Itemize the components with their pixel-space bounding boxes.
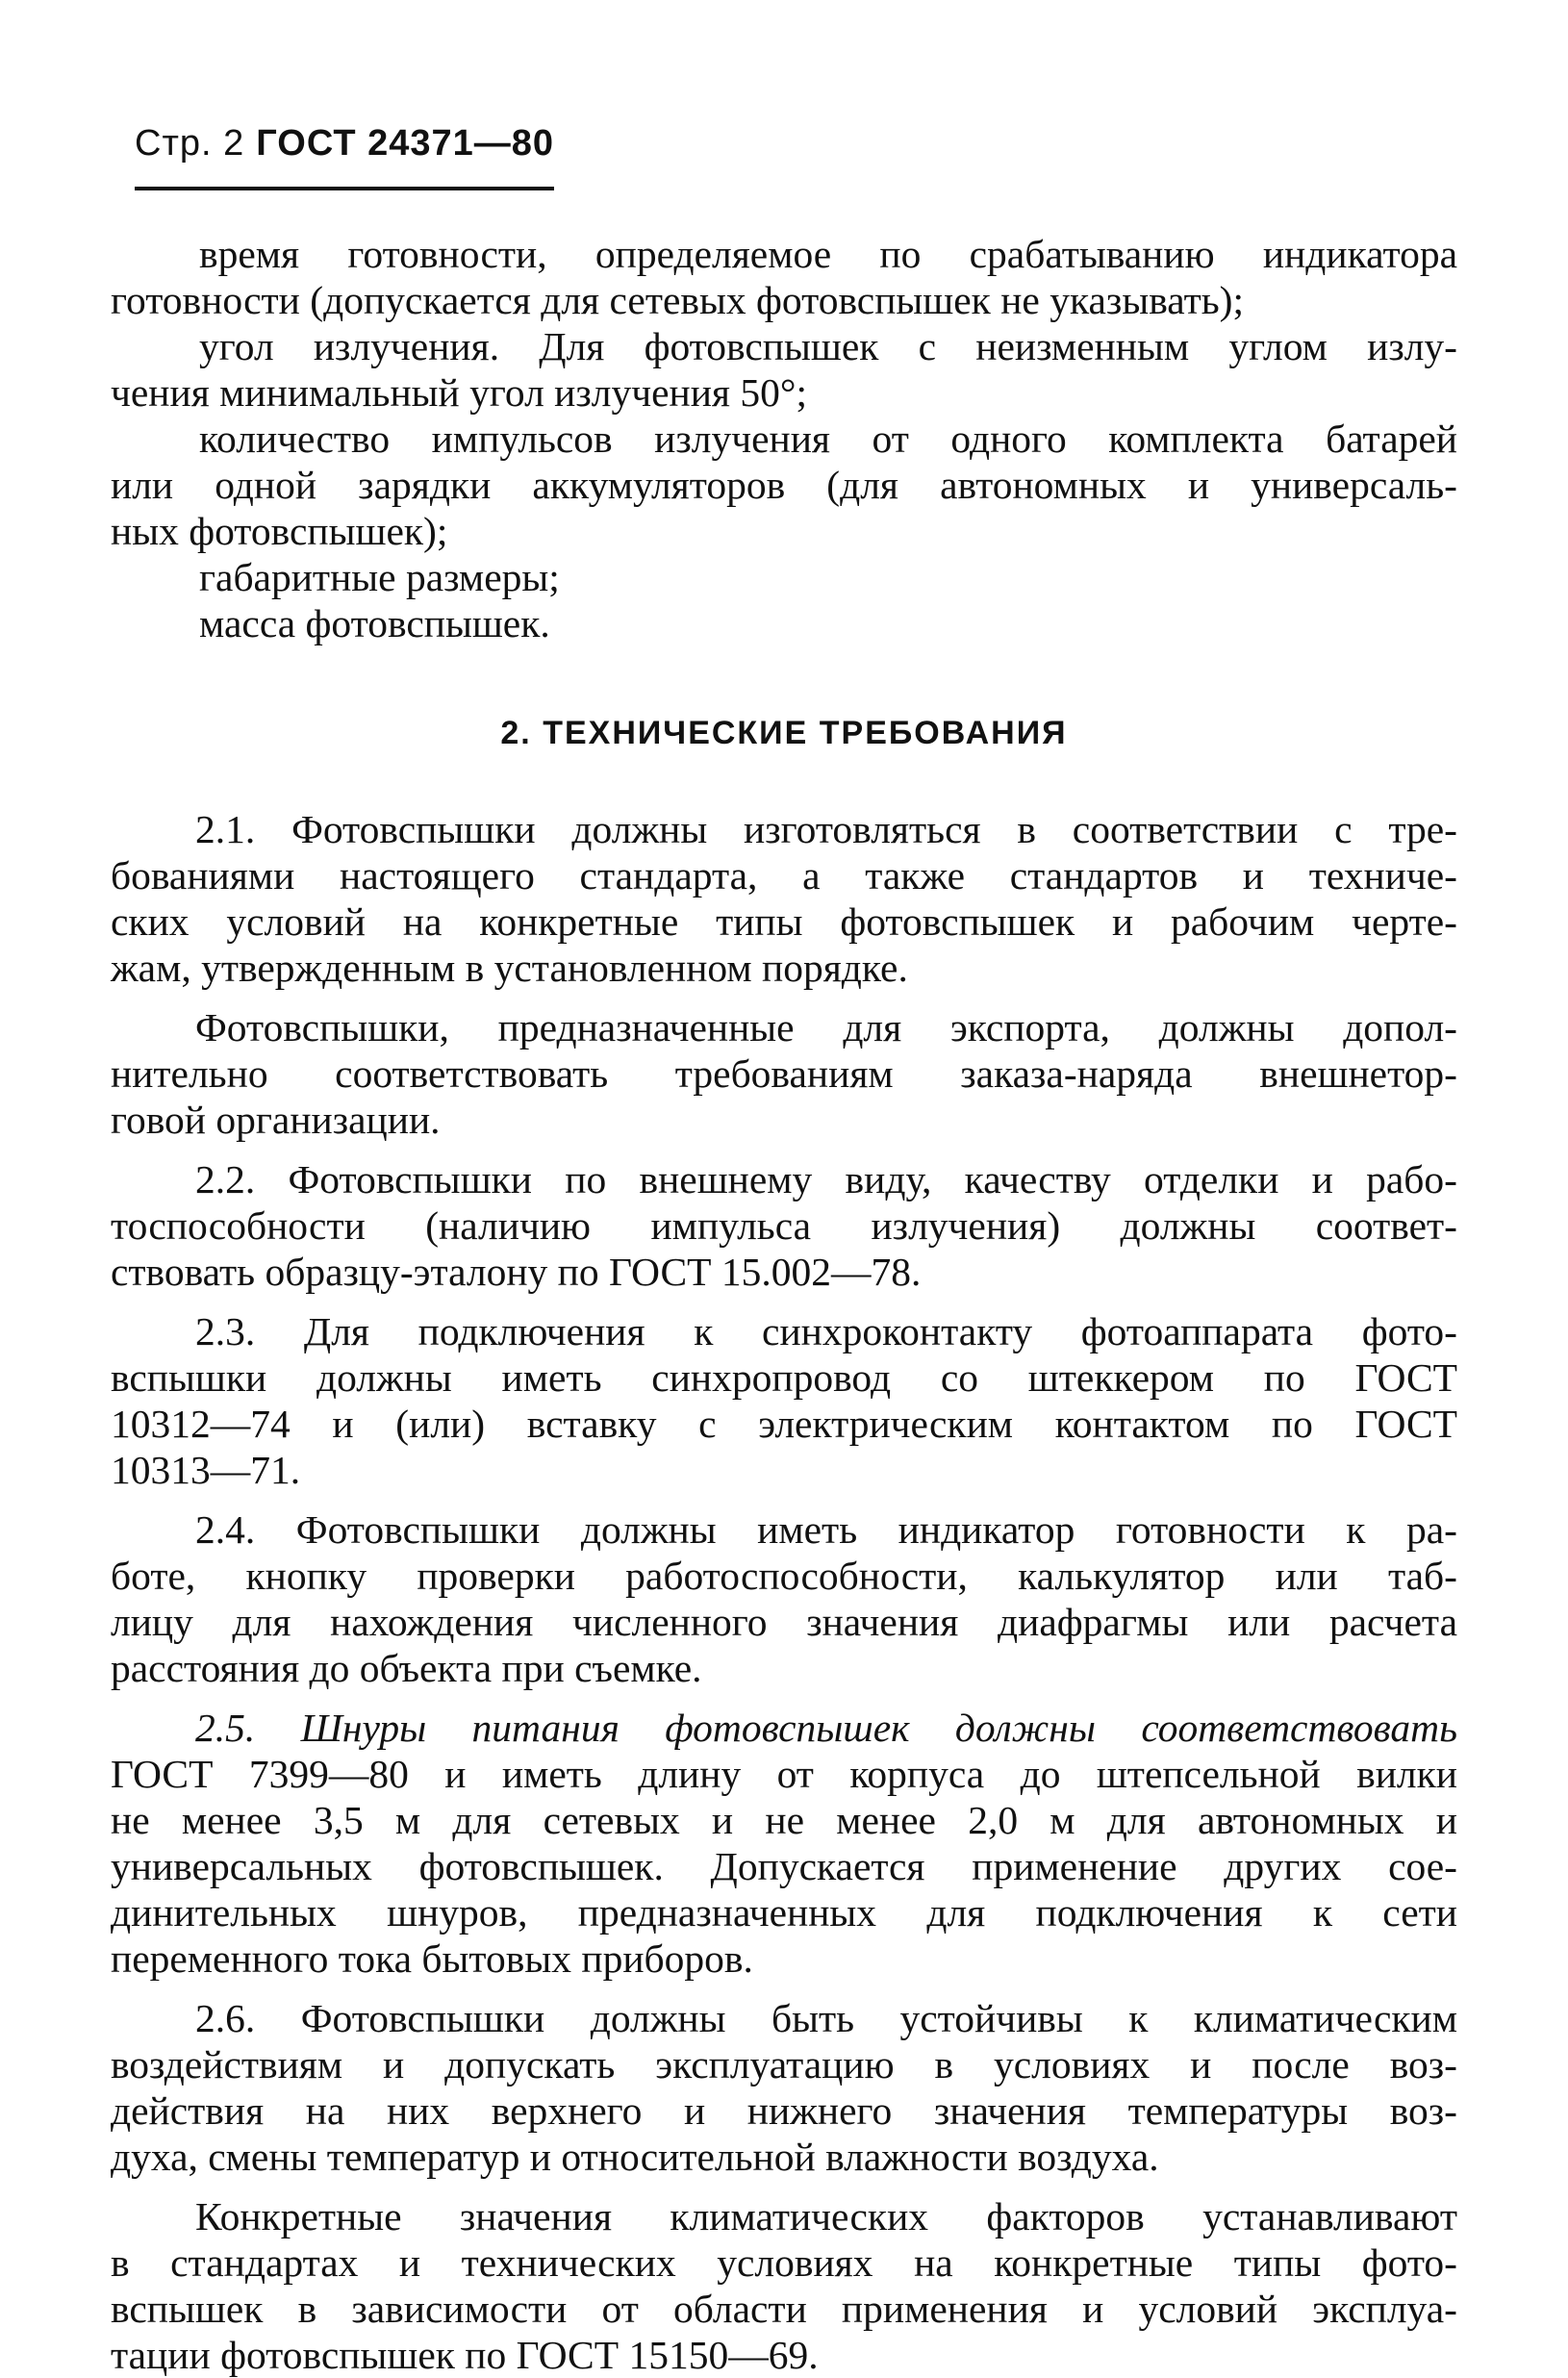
- paragraph-2-2: [111, 1156, 1457, 1295]
- text-line: боте, кнопку проверки работоспособности, калькулятор или таб-: [111, 1554, 1457, 1598]
- text-line: воздействиям и допускать эксплуатацию в условиях и после воз-: [111, 2042, 1457, 2087]
- text-line: чения минимальный угол излучения 50°;: [111, 370, 808, 415]
- text-line: переменного тока бытовых приборов.: [111, 1936, 753, 1981]
- text-line: нительно соответствовать требованиям заказа-наряда внешнетор-: [111, 1051, 1457, 1096]
- text-line: говой организации.: [111, 1098, 441, 1142]
- paragraph-2-5: [111, 1705, 1457, 1982]
- paragraph-2-4: [111, 1506, 1457, 1691]
- text-line: готовности (допускается для сетевых фотовспышек не указывать);: [111, 278, 1245, 322]
- standard-number: ГОСТ 24371—80: [256, 123, 555, 164]
- text-line: в стандартах и технических условиях на конкретные типы фото-: [111, 2240, 1457, 2285]
- list-item: [111, 600, 1457, 646]
- text-line: духа, смены температур и относительной влажности воздуха.: [111, 2135, 1159, 2179]
- text-line: масса фотовспышек.: [199, 601, 550, 645]
- text-line: ствовать образцу-эталону по ГОСТ 15.002—78.: [111, 1250, 922, 1294]
- text-line: время готовности, определяемое по срабатыванию индикатора: [199, 232, 1457, 276]
- header-rule: [135, 187, 554, 190]
- text-line: 2.2. Фотовспышки по внешнему виду, качеству отделки и рабо-: [195, 1157, 1457, 1202]
- page-header: [135, 123, 554, 164]
- text-line: 2.6. Фотовспышки должны быть устойчивы к климатическим: [195, 1996, 1457, 2040]
- text-line: или одной зарядки аккумуляторов (для автономных и универсаль-: [111, 463, 1457, 507]
- text-line: 2.1. Фотовспышки должны изготовляться в соответствии с тре-: [195, 807, 1457, 851]
- text-line: не менее 3,5 м для сетевых и не менее 2,0 м для автономных и: [111, 1798, 1457, 1842]
- text-line: расстояния до объекта при съемке.: [111, 1646, 702, 1690]
- paragraph-2-6: [111, 1995, 1457, 2180]
- text-line: габаритные размеры;: [199, 555, 560, 599]
- text-line: действия на них верхнего и нижнего значения температуры воз-: [111, 2088, 1457, 2133]
- paragraph-2-1: [111, 806, 1457, 991]
- text-line: вспышек в зависимости от области применения и условий эксплуа-: [111, 2287, 1457, 2331]
- text-line: тации фотовспышек по ГОСТ 15150—69.: [111, 2333, 819, 2377]
- text-line: ных фотовспышек);: [111, 509, 448, 553]
- text-line: Фотовспышки, предназначенные для экспорта, должны допол-: [195, 1005, 1457, 1050]
- text-line: бованиями настоящего стандарта, а также стандартов и техниче-: [111, 853, 1457, 898]
- text-line: 2.3. Для подключения к синхроконтакту фотоаппарата фото-: [195, 1309, 1457, 1353]
- section-title: 2. ТЕХНИЧЕСКИЕ ТРЕБОВАНИЯ: [500, 715, 1068, 751]
- list-item: [111, 231, 1457, 323]
- text-line: вспышки должны иметь синхропровод со штеккером по ГОСТ: [111, 1355, 1457, 1400]
- list-item: [111, 554, 1457, 600]
- text-line: 2.5. Шнуры питания фотовспышек должны соответствовать: [195, 1706, 1457, 1750]
- paragraph-2-3: [111, 1308, 1457, 1493]
- text-line: 10313—71.: [111, 1448, 301, 1492]
- text-line: количество импульсов излучения от одного комплекта батарей: [199, 417, 1457, 461]
- paragraph-climate: [111, 2193, 1457, 2378]
- text-line: универсальных фотовспышек. Допускается применение других сое-: [111, 1844, 1457, 1888]
- list-item: [111, 416, 1457, 554]
- text-line: Конкретные значения климатических факторов устанавливают: [195, 2194, 1457, 2239]
- text-line: лицу для нахождения численного значения диафрагмы или расчета: [111, 1600, 1457, 1644]
- text-line: жам, утвержденным в установленном порядке.: [111, 946, 908, 990]
- text-line: 2.4. Фотовспышки должны иметь индикатор готовности к ра-: [195, 1507, 1457, 1552]
- text-line: тоспособности (наличию импульса излучения) должны соответ-: [111, 1203, 1457, 1248]
- intro-list: [111, 231, 1457, 646]
- page-number: Стр. 2: [135, 123, 245, 164]
- document-body: [111, 231, 1457, 2378]
- text-line: ГОСТ 7399—80 и иметь длину от корпуса до штепсельной вилки: [111, 1752, 1457, 1796]
- paragraph-export: [111, 1004, 1457, 1143]
- text-line: динительных шнуров, предназначенных для подключения к сети: [111, 1890, 1457, 1935]
- text-line: 10312—74 и (или) вставку с электрическим контактом по ГОСТ: [111, 1402, 1457, 1446]
- text-line: ских условий на конкретные типы фотовспышек и рабочим черте-: [111, 899, 1457, 944]
- text-line: угол излучения. Для фотовспышек с неизменным углом излу-: [199, 324, 1457, 368]
- list-item: [111, 323, 1457, 416]
